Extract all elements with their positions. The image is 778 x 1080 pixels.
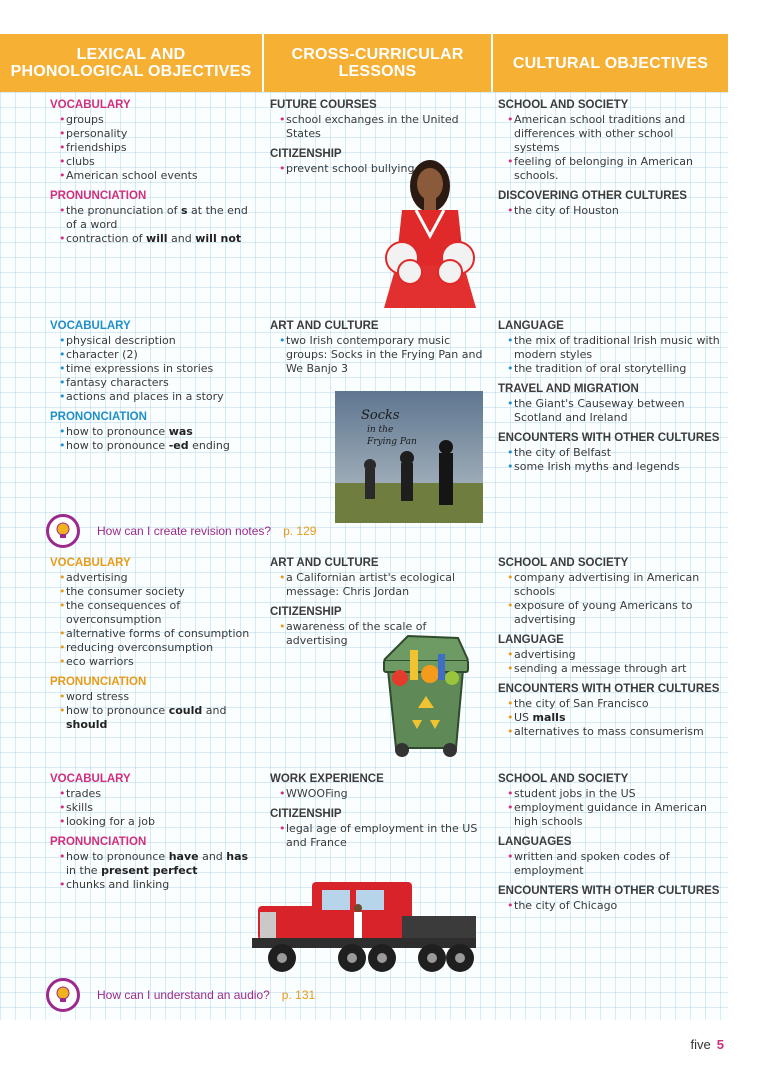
section-heading: WORK EXPERIENCE: [270, 773, 384, 785]
list-item: • legal age of employment in the US and France: [279, 822, 490, 850]
list-item: • employment guidance in American high schools: [507, 801, 720, 829]
revision-notes-tip[interactable]: [46, 514, 316, 548]
truck-photo: [252, 862, 480, 980]
list-item: • US malls: [507, 711, 720, 725]
section-1-cultural: [498, 98, 720, 224]
list-item: • student jobs in the US: [507, 787, 720, 801]
list-item: • school exchanges in the United States: [279, 113, 490, 141]
section-heading: ENCOUNTERS WITH OTHER CULTURES: [498, 885, 720, 897]
section-heading: DISCOVERING OTHER CULTURES: [498, 190, 687, 202]
list-item: • sending a message through art: [507, 662, 720, 676]
section-heading: SCHOOL AND SOCIETY: [498, 773, 629, 785]
header-lexical: LEXICAL AND PHONOLOGICAL OBJECTIVES: [10, 46, 252, 80]
list-item: • exposure of young Americans to advertising: [507, 599, 720, 627]
section-heading: PRONUNCIATION: [50, 190, 147, 202]
section-4-cross-curricular: [270, 772, 490, 856]
list-item: • looking for a job: [59, 815, 260, 829]
list-item: • the consumer society: [59, 585, 260, 599]
list-item: • feeling of belonging in American schools.: [507, 155, 720, 183]
section-2-cultural: [498, 319, 720, 480]
list-item: • eco warriors: [59, 655, 260, 669]
section-heading: LANGUAGE: [498, 320, 564, 332]
list-item: • groups: [59, 113, 260, 127]
section-heading: ENCOUNTERS WITH OTHER CULTURES: [498, 683, 720, 695]
audio-tip[interactable]: [46, 978, 315, 1012]
list-item: • awareness of the scale of advertising: [279, 620, 490, 648]
objective-list: [498, 571, 720, 627]
list-item: • trades: [59, 787, 260, 801]
section-heading: PRONONCIATION: [50, 411, 147, 423]
page-number: [691, 1037, 724, 1052]
objective-list: [498, 850, 720, 878]
section-1-lexical: [50, 98, 260, 252]
tip-question: How can I create revision notes?: [97, 524, 272, 538]
tip-question: How can I understand an audio?: [97, 988, 270, 1002]
page-number-word: five: [690, 1037, 711, 1052]
cheerleader-photo: [380, 148, 480, 313]
list-item: • alternatives to mass consumerism: [507, 725, 720, 739]
list-item: • WWOOFing: [279, 787, 490, 801]
section-heading: VOCABULARY: [50, 557, 131, 569]
section-heading: PRONUNCIATION: [50, 836, 147, 848]
objective-list: [498, 648, 720, 676]
objective-list: [270, 787, 490, 801]
list-item: • alternative forms of consumption: [59, 627, 260, 641]
list-item: • character (2): [59, 348, 260, 362]
objective-list: [498, 697, 720, 739]
section-heading: CITIZENSHIP: [270, 808, 342, 820]
table-header: [0, 34, 728, 92]
objective-list: [50, 690, 260, 732]
section-heading: SCHOOL AND SOCIETY: [498, 557, 629, 569]
lightbulb-icon: [46, 978, 80, 1012]
list-item: • advertising: [59, 571, 260, 585]
objective-list: [50, 850, 260, 892]
objective-list: [498, 787, 720, 829]
objective-list: [50, 334, 260, 404]
list-item: • prevent school bullying: [279, 162, 490, 176]
objective-list: [498, 446, 720, 474]
section-heading: LANGUAGES: [498, 836, 572, 848]
list-item: • physical description: [59, 334, 260, 348]
album-cover-photo: [335, 391, 483, 523]
section-heading: LANGUAGE: [498, 634, 564, 646]
section-2-lexical: [50, 319, 260, 459]
list-item: • how to pronounce was: [59, 425, 260, 439]
section-heading: CITIZENSHIP: [270, 606, 342, 618]
objective-list: [270, 113, 490, 141]
lightbulb-icon: [46, 514, 80, 548]
list-item: • advertising: [507, 648, 720, 662]
section-4-lexical: [50, 772, 260, 898]
objective-list: [50, 425, 260, 453]
list-item: • American school events: [59, 169, 260, 183]
objective-list: [498, 113, 720, 183]
section-3-lexical: [50, 556, 260, 738]
list-item: • written and spoken codes of employment: [507, 850, 720, 878]
list-item: • a Californian artist's ecological message: Chris Jordan: [279, 571, 490, 599]
list-item: • the city of Chicago: [507, 899, 720, 913]
list-item: • the consequences of overconsumption: [59, 599, 260, 627]
section-4-cultural: [498, 772, 720, 919]
header-cross-curricular: CROSS-CURRICULAR LESSONS: [262, 34, 491, 92]
list-item: • time expressions in stories: [59, 362, 260, 376]
list-item: • contraction of will and will not: [59, 232, 260, 246]
section-heading: VOCABULARY: [50, 99, 131, 111]
list-item: • how to pronounce could and should: [59, 704, 260, 732]
section-heading: ART AND CULTURE: [270, 557, 379, 569]
list-item: • fantasy characters: [59, 376, 260, 390]
list-item: • skills: [59, 801, 260, 815]
section-3-cultural: [498, 556, 720, 745]
objective-list: [498, 334, 720, 376]
list-item: • company advertising in American schools: [507, 571, 720, 599]
objective-list: [498, 899, 720, 913]
list-item: • some Irish myths and legends: [507, 460, 720, 474]
page-number-digit: 5: [716, 1037, 724, 1052]
objective-list: [50, 787, 260, 829]
list-item: • the pronunciation of s at the end of a word: [59, 204, 260, 232]
objective-list: [50, 571, 260, 669]
list-item: • actions and places in a story: [59, 390, 260, 404]
list-item: • the city of Houston: [507, 204, 720, 218]
list-item: • reducing overconsumption: [59, 641, 260, 655]
list-item: • friendships: [59, 141, 260, 155]
album-title-text: Socks in the Frying Pan: [361, 408, 417, 447]
objective-list: [498, 397, 720, 425]
list-item: • personality: [59, 127, 260, 141]
list-item: • American school traditions and differences with other school systems: [507, 113, 720, 155]
list-item: • clubs: [59, 155, 260, 169]
section-heading: ENCOUNTERS WITH OTHER CULTURES: [498, 432, 720, 444]
list-item: • how to pronounce have and has in the present perfect: [59, 850, 260, 878]
list-item: • two Irish contemporary music groups: Socks in the Frying Pan and We Banjo 3: [279, 334, 490, 376]
recycling-bin-illustration: [378, 630, 473, 760]
objective-list: [498, 204, 720, 218]
header-cultural: CULTURAL OBJECTIVES: [491, 34, 728, 92]
section-heading: FUTURE COURSES: [270, 99, 377, 111]
section-heading: VOCABULARY: [50, 773, 131, 785]
objective-list: [50, 113, 260, 183]
section-heading: VOCABULARY: [50, 320, 131, 332]
objective-list: [270, 822, 490, 850]
objective-list: [270, 334, 490, 376]
list-item: • the Giant's Causeway between Scotland and Ireland: [507, 397, 720, 425]
section-heading: PRONUNCIATION: [50, 676, 147, 688]
objective-list: [50, 204, 260, 246]
section-heading: SCHOOL AND SOCIETY: [498, 99, 629, 111]
section-heading: TRAVEL AND MIGRATION: [498, 383, 639, 395]
tip-page-link[interactable]: p. 131: [281, 988, 316, 1002]
list-item: • how to pronounce -ed ending: [59, 439, 260, 453]
section-2-cross-curricular: [270, 319, 490, 382]
section-heading: CITIZENSHIP: [270, 148, 342, 160]
list-item: • the mix of traditional Irish music with modern styles: [507, 334, 720, 362]
list-item: • the city of San Francisco: [507, 697, 720, 711]
list-item: • the city of Belfast: [507, 446, 720, 460]
objective-list: [270, 571, 490, 599]
tip-page-link[interactable]: p. 129: [283, 524, 317, 538]
list-item: • chunks and linking: [59, 878, 260, 892]
list-item: • the tradition of oral storytelling: [507, 362, 720, 376]
section-heading: ART AND CULTURE: [270, 320, 379, 332]
list-item: • word stress: [59, 690, 260, 704]
